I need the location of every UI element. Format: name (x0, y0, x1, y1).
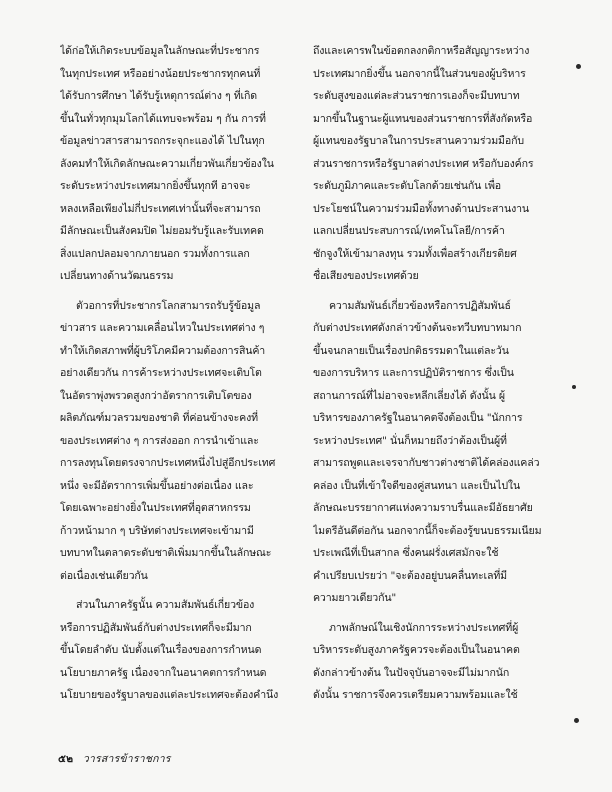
text-line: ทำให้เกิดสภาพที่ผู้บริโภคมีความต้องการสินค้า (60, 344, 266, 357)
text-line: โดยเฉพาะอย่างยิ่งในประเทศที่อุตสาหกรรม (60, 502, 251, 514)
text-line: เปลี่ยนทางด้านวัฒนธรรม (60, 270, 174, 282)
scan-speck (574, 718, 579, 723)
text-line: ประเพณีที่เป็นสากล ซึ่งคนฝรั่งเศสมักจะใช้ (313, 547, 499, 559)
text-line: บริหารของภาครัฐในอนาคตจึงต้องเป็น "นักการ (313, 412, 523, 424)
text-line: กับต่างประเทศดังกล่าวข้างต้นจะทวีบทบาทมาก (313, 322, 522, 334)
right-paragraph-2 (313, 295, 563, 610)
text-line: หลงเหลือเพียงไม่กี่ประเทศเท่านั้นที่จะสามารถ (60, 202, 261, 215)
left-paragraph-3 (60, 594, 310, 707)
text-line: สถานการณ์ที่ไม่อาจจะหลีกเลี่ยงได้ ดังนั้น ผู้ (313, 389, 505, 402)
text-line: ในทุกประเทศ หรืออย่างน้อยประชากรทุกคนที่ (60, 67, 261, 80)
text-line: ข่าวสาร และความเคลื่อนไหวในประเทศต่าง ๆ (60, 322, 265, 334)
text-line: ขึ้นในทั่วทุกมุมโลกได้แทบจะพร้อม ๆ กัน การที่ (60, 112, 266, 125)
text-line: ได้รับการศึกษา ได้รับรู้เหตุการณ์ต่าง ๆ ที่เกิด (60, 90, 258, 102)
text-line: ส่วนราชการหรือรัฐบาลต่างประเทศ หรือกับองค์กร (313, 157, 534, 170)
text-line: หนึ่ง จะมีอัตราการเพิ่มขึ้นอย่างต่อเนื่อง และ (60, 479, 254, 492)
right-paragraph-3 (313, 617, 563, 707)
text-line: ขึ้นโดยลำดับ นับตั้งแต่ในเรื่องของการกำหนด (60, 644, 262, 656)
text-line: ส่วนในภาครัฐนั้น ความสัมพันธ์เกี่ยวข้อง (76, 599, 255, 611)
right-column (313, 40, 563, 707)
text-line: ภาพลักษณ์ในเชิงนักการระหว่างประเทศที่ผู้ (329, 621, 519, 634)
page-footer (58, 750, 171, 767)
text-line: การลงทุนโดยตรงจากประเทศหนึ่งไปสู่อีกประเทศ (60, 457, 276, 469)
text-line: ลักษณะบรรยากาศแห่งความราบรื่นและมีอัธยาศัย (313, 502, 533, 514)
text-line: อย่างเดียวกัน การค้าระหว่างประเทศจะเติบโต (60, 367, 262, 379)
text-line: ระดับภูมิภาคและระดับโลกด้วยเช่นกัน เพื่อ (313, 180, 501, 192)
text-line: ขึ้นจนกลายเป็นเรื่องปกติธรรมดาในแต่ละวัน (313, 344, 509, 357)
text-line: คำเปรียบเปรยว่า "จะต้องอยู่บนคลื่นทะเลที่มี (313, 569, 508, 582)
text-line: แลกเปลี่ยนประสบการณ์/เทคโนโลยี/การค้า (313, 225, 505, 237)
text-line: คล่อง เป็นที่เข้าใจดีของคู่สนทนา และเป็นไปใน (313, 479, 521, 492)
text-line: นโยบายของรัฐบาลของแต่ละประเทศจะต้องคำนึง (60, 689, 279, 701)
text-line: ต่อเนื่องเช่นเดียวกัน (60, 569, 148, 582)
text-line: ดังนั้น ราชการจึงควรเตรียมความพร้อมและใช้ (313, 689, 518, 701)
text-line: ตัวอการที่ประชากรโลกสามารถรับรู้ข้อมูล (76, 299, 261, 312)
text-line: ลังคมทำให้เกิดลักษณะความเกี่ยวพันเกี่ยวข้องใน (60, 157, 274, 170)
left-paragraph-1 (60, 40, 310, 288)
text-line: ประเทศมากยิ่งขึ้น นอกจากนี้ในส่วนของผู้บริหาร (313, 67, 526, 80)
text-line: ของประเทศต่าง ๆ การส่งออก การนำเข้าและ (60, 434, 259, 447)
text-line: ได้ก่อให้เกิดระบบข้อมูลในลักษณะที่ประชากร (60, 45, 260, 57)
text-line: ไมตรีอันดีต่อกัน นอกจากนี้ก็จะต้องรู้ขนบธรรมเนียม (313, 524, 542, 537)
right-paragraph-1 (313, 40, 563, 288)
text-line: ชักจูงให้เข้ามาลงทุน รวมทั้งเพื่อสร้างเกียรติยศ (313, 247, 517, 260)
text-line: ดังกล่าวข้างต้น ในปัจจุบันอาจจะมีไม่มากนัก (313, 666, 510, 679)
left-paragraph-2 (60, 295, 310, 588)
text-line: สิ่งแปลกปลอมจากภายนอก รวมทั้งการแลก (60, 247, 250, 260)
text-line: หรือการปฏิสัมพันธ์กับต่างประเทศก็จะมีมาก (60, 621, 252, 634)
text-line: สามารถพูดและเจรจากับชาวต่างชาติได้คล่องแคล่ว (313, 457, 540, 469)
text-line: ผลิตภัณฑ์มวลรวมของชาติ ที่ค่อนข้างจะคงที่ (60, 412, 258, 424)
text-line: นโยบายภาครัฐ เนื่องจากในอนาคตการกำหนด (60, 666, 267, 679)
text-line: ประโยชน์ในความร่วมมือทั้งทางด้านประสานงาน (313, 202, 529, 215)
text-line: ก้าวหน้ามาก ๆ บริษัทต่างประเทศจะเข้ามามี (60, 524, 254, 537)
text-line: ระหว่างประเทศ" นั่นก็หมายถึงว่าต้องเป็นผู้ที่ (313, 434, 507, 447)
text-line: ของการบริหาร และการปฏิบัติราชการ ซึ่งเป็น (313, 367, 514, 379)
journal-name: วารสารข้าราชการ (82, 753, 171, 765)
text-line: ระดับระหว่างประเทศมากยิ่งขึ้นทุกที อาจจะ (60, 180, 251, 192)
text-line: บริหารระดับสูงภาครัฐควรจะต้องเป็นในอนาคต (313, 644, 520, 656)
text-line: ความสัมพันธ์เกี่ยวข้องหรือการปฏิสัมพันธ์ (329, 299, 511, 312)
text-line: ข้อมูลข่าวสารสามารถกระจุกะแองได้ ไปในทุก (60, 135, 265, 147)
scan-speck (572, 385, 576, 389)
text-line: ถึงและเคารพในข้อตกลงกติกาหรือสัญญาระหว่าง (313, 45, 530, 57)
text-line: มีลักษณะเป็นสังคมปิด ไม่ยอมรับรู้และรับเทคด (60, 225, 264, 237)
page-number: ๕๒ (58, 753, 74, 765)
text-line: ชื่อเสียงของประเทศด้วย (313, 270, 419, 282)
text-line: ระดับสูงของแต่ละส่วนราชการเองก็จะมีบทบาท (313, 90, 520, 102)
left-column (60, 40, 310, 707)
text-line: ความยาวเดียวกัน" (313, 592, 397, 604)
text-line: ในอัตราพุ่งพรวดสูงกว่าอัตราการเติบโตของ (60, 389, 252, 402)
text-line: มากขึ้นในฐานะผู้แทนของส่วนราชการที่สังกัดหรือ (313, 112, 533, 125)
text-line: บทบาทในตลาดระดับชาติเพิ่มมากขึ้นในลักษณะ (60, 547, 272, 559)
scan-speck (576, 64, 581, 69)
text-line: ผู้แทนของรัฐบาลในการประสานความร่วมมือกับ (313, 135, 524, 147)
